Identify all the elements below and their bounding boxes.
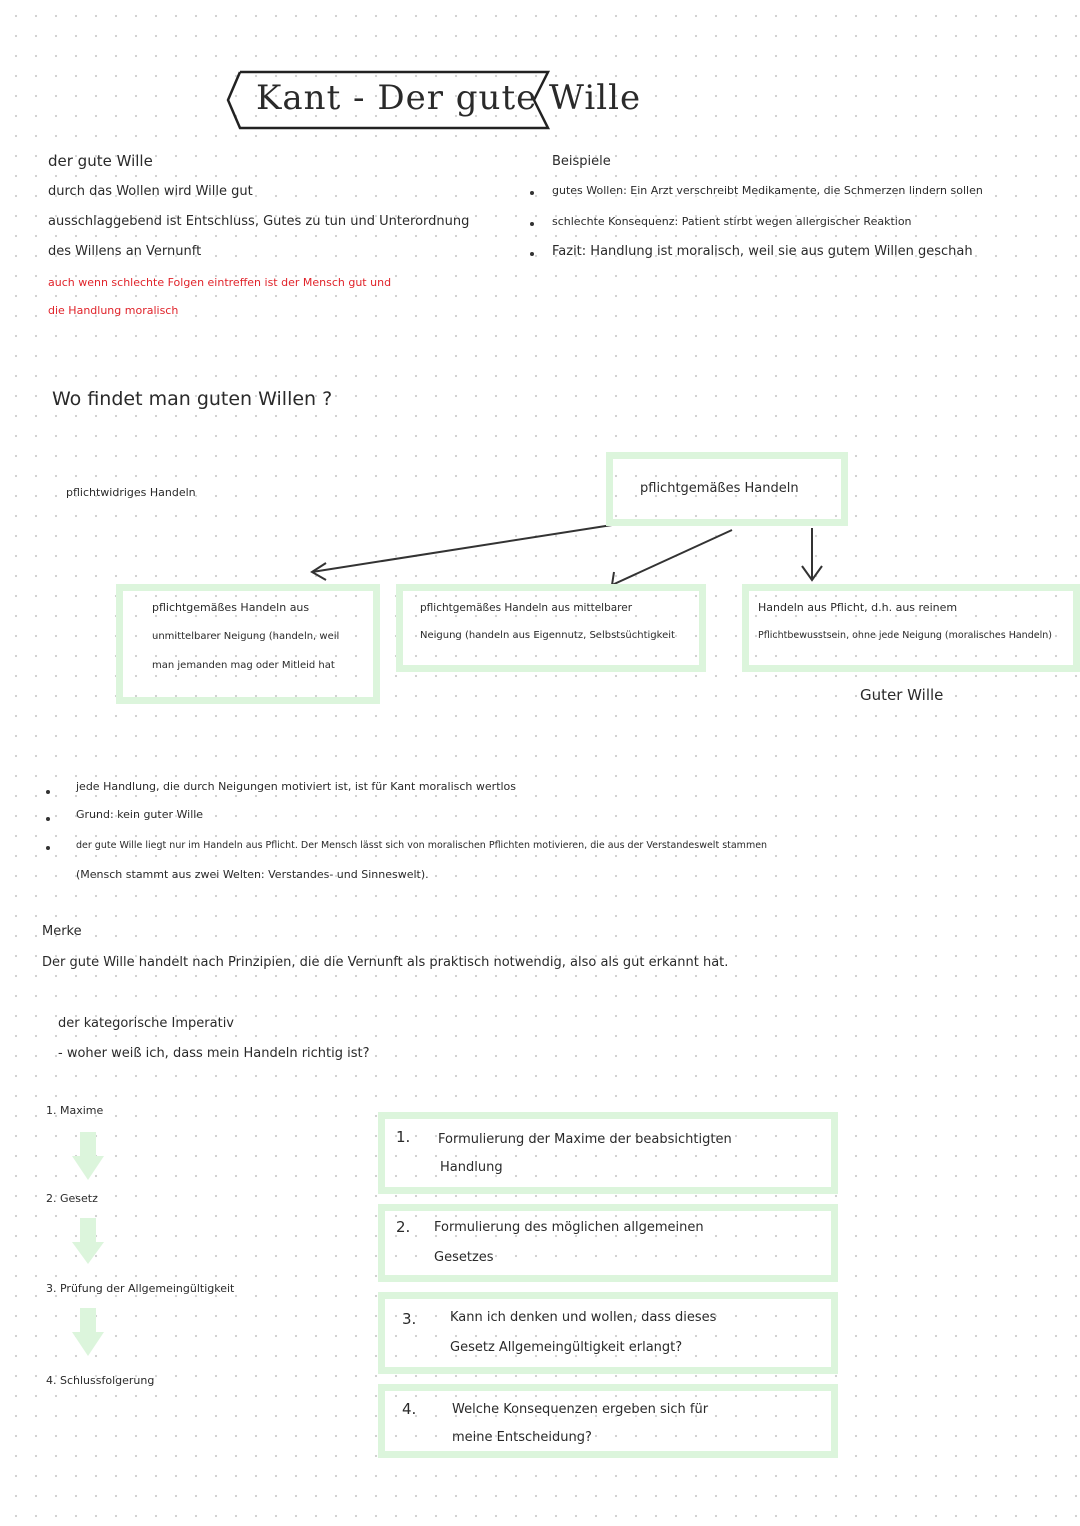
example-line-2: schlechte Konsequenz: Patient stirbt wegen allergischer Reaktion	[552, 215, 912, 228]
step-box-1-num: 1.	[396, 1128, 411, 1146]
top-box-label: pflichtgemäßes Handeln	[640, 481, 799, 496]
step-box-1-line-2: Handlung	[440, 1160, 503, 1175]
box-mittelbar	[396, 584, 706, 672]
intro-red-line-1: auch wenn schlechte Folgen eintreffen ist der Mensch gut und	[48, 276, 392, 289]
example-line-1: gutes Wollen: Ein Arzt verschreibt Medikamente, die Schmerzen lindern sollen	[552, 184, 983, 197]
step-box-3	[378, 1292, 838, 1374]
step-arrow-2-shaft	[80, 1218, 96, 1244]
box3-line-2: Pflichtbewusstsein, ohne jede Neigung (moralisches Handeln)	[758, 630, 1052, 641]
bullet-dot	[46, 846, 50, 850]
step-box-2-line-2: Gesetzes	[434, 1250, 494, 1265]
step-box-4-num: 4.	[402, 1400, 417, 1418]
arrow-to-box1	[312, 525, 612, 572]
box-aus-pflicht	[742, 584, 1080, 672]
bullet-dot	[530, 252, 534, 256]
step-arrows	[72, 1132, 104, 1356]
step-4-label: 4. Schlussfolgerung	[46, 1374, 155, 1387]
imperativ-heading: der kategorische Imperativ	[58, 1016, 235, 1031]
imperativ-sub: - woher weiß ich, dass mein Handeln richtig ist?	[58, 1046, 370, 1061]
bullet-dot	[530, 191, 534, 195]
guter-wille-note: Guter Wille	[860, 686, 944, 704]
intro-line-2: ausschlaggebend ist Entschluss, Gutes zu tun und Unterordnung	[48, 214, 470, 229]
bullet-dot	[530, 222, 534, 226]
step-1-label: 1. Maxime	[46, 1104, 104, 1117]
step-arrow-1-head	[72, 1156, 104, 1180]
step-arrow-2-head	[72, 1242, 104, 1264]
step-box-3-line-1: Kann ich denken und wollen, dass dieses	[450, 1310, 717, 1325]
bullet-dot	[46, 817, 50, 821]
step-box-2-num: 2.	[396, 1218, 411, 1236]
box3-line-1: Handeln aus Pflicht, d.h. aus reinem	[758, 601, 958, 614]
intro-line-1: durch das Wollen wird Wille gut	[48, 184, 253, 199]
step-box-2-line-1: Formulierung des möglichen allgemeinen	[434, 1220, 704, 1235]
step-3-label: 3. Prüfung der Allgemeingültigkeit	[46, 1282, 235, 1295]
bullet-3-continued: (Mensch stammt aus zwei Welten: Verstandes- und Sinneswelt).	[76, 868, 429, 881]
merke-text: Der gute Wille handelt nach Prinzipien, die die Vernunft als praktisch notwendig, also als gut erkannt hat.	[42, 955, 729, 970]
step-box-2	[378, 1204, 838, 1282]
intro-heading: der gute Wille	[48, 152, 153, 170]
step-box-1-line-1: Formulierung der Maxime der beabsichtigten	[438, 1132, 732, 1147]
example-line-3: Fazit: Handlung ist moralisch, weil sie aus gutem Willen geschah	[552, 244, 973, 259]
step-box-3-line-2: Gesetz Allgemeingültigkeit erlangt?	[450, 1340, 683, 1355]
step-box-1	[378, 1112, 838, 1194]
merke-heading: Merke	[42, 924, 82, 939]
intro-red-line-2: die Handlung moralisch	[48, 304, 179, 317]
box2-line-2: Neigung (handeln aus Eigennutz, Selbstsüchtigkeit	[420, 630, 675, 641]
intro-line-3: des Willens an Vernunft	[48, 244, 202, 259]
bullet-3: der gute Wille liegt nur im Handeln aus Pflicht. Der Mensch lässt sich von moralischen Pflichten motivieren, die aus der Verstandeswelt stammen	[76, 840, 768, 851]
arrow-to-box2	[612, 530, 732, 585]
box2-line-1: pflichtgemäßes Handeln aus mittelbarer	[420, 602, 633, 614]
step-arrow-1-shaft	[80, 1132, 96, 1158]
step-2-label: 2. Gesetz	[46, 1192, 98, 1205]
step-box-4-line-1: Welche Konsequenzen ergeben sich für	[452, 1402, 709, 1417]
pflichtwidrig-label: pflichtwidriges Handeln	[66, 486, 196, 499]
page-title: Kant - Der gute Wille	[256, 78, 642, 118]
step-arrow-3-shaft	[80, 1308, 96, 1334]
step-box-3-num: 3.	[402, 1310, 417, 1328]
step-box-4	[378, 1384, 838, 1458]
bullet-dot	[46, 790, 50, 794]
box1-line-3: man jemanden mag oder Mitleid hat	[152, 660, 335, 671]
bullet-1: jede Handlung, die durch Neigungen motiviert ist, ist für Kant moralisch wertlos	[76, 780, 517, 793]
step-arrow-3-head	[72, 1332, 104, 1356]
box1-line-2: unmittelbarer Neigung (handeln, weil	[152, 631, 340, 642]
question-heading: Wo findet man guten Willen ?	[52, 388, 333, 410]
bullet-2: Grund: kein guter Wille	[76, 808, 204, 821]
box1-line-1: pflichtgemäßes Handeln aus	[152, 601, 310, 614]
step-box-4-line-2: meine Entscheidung?	[452, 1430, 592, 1445]
examples-heading: Beispiele	[552, 154, 611, 169]
